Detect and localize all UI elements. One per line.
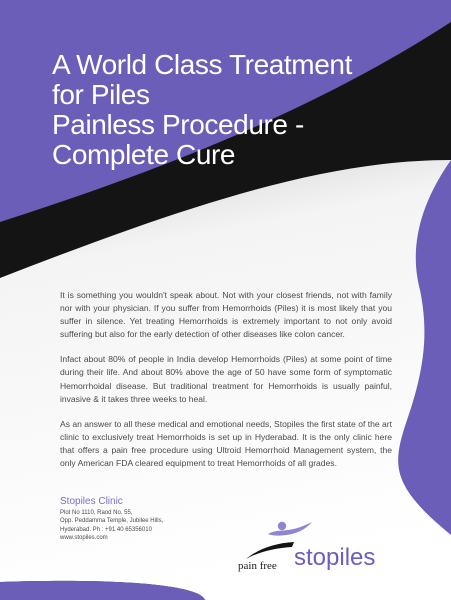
headline-line-1: A World Class Treatment <box>52 49 352 80</box>
headline-line-4: Complete Cure <box>52 139 236 170</box>
headline-line-2: for Piles <box>52 79 150 110</box>
headline <box>52 50 442 170</box>
clinic-name: Stopiles Clinic <box>60 496 123 507</box>
headline-line-3: Painless Procedure - <box>52 109 304 140</box>
logo-tagline: pain free <box>238 560 277 572</box>
body-copy <box>60 289 392 482</box>
clinic-address-line-3: Hyderabad. Ph : +91 40 65356010 <box>60 526 152 533</box>
body-paragraph-3: As an answer to all these medical and emotional needs, Stopiles the first state of the art clinic to exclusively treat Hemorrhoids is set up in Hyderabad. It is the only clinic here that offers a pain free procedure using Ultroid Hemorrhoid Management system, the only American FDA cleared equipment to treat Hemorrhoids of all grades. <box>60 418 392 469</box>
clinic-address-block <box>60 496 163 543</box>
body-paragraph-2: Infact about 80% of people in India develop Hemorrhoids (Piles) at some point of time during their life. And about 80% above the age of 50 have some form of symptomatic Hemorrhoidal disease. But traditional treatment for Hemorrhoids is usually painful, invasive & it takes three weeks to heal. <box>60 354 392 404</box>
clinic-website: www.stopiles.com <box>60 535 108 542</box>
logo-body-curve <box>246 542 294 559</box>
logo-arm-swoosh <box>268 522 312 536</box>
clinic-address-line-2: Opp. Peddamma Temple, Jubilee Hills, <box>60 518 164 525</box>
logo-head <box>278 522 286 530</box>
body-paragraph-1: It is something you wouldn't speak about. Not with your closest friends, not with family nor with your physician. If you suffer from Hemorrhoids (Piles) it is most likely that you suffer in silence. Yet treating Hemorrhoids is extremely important to not only avoid suffering but also for the early detection of other diseases like colon cancer. <box>60 290 392 340</box>
logo-wordmark: stopiles <box>294 544 376 571</box>
stopiles-logo <box>230 518 376 582</box>
clinic-address-line-1: Plot No 1110, Raod No. 55, <box>60 510 133 516</box>
